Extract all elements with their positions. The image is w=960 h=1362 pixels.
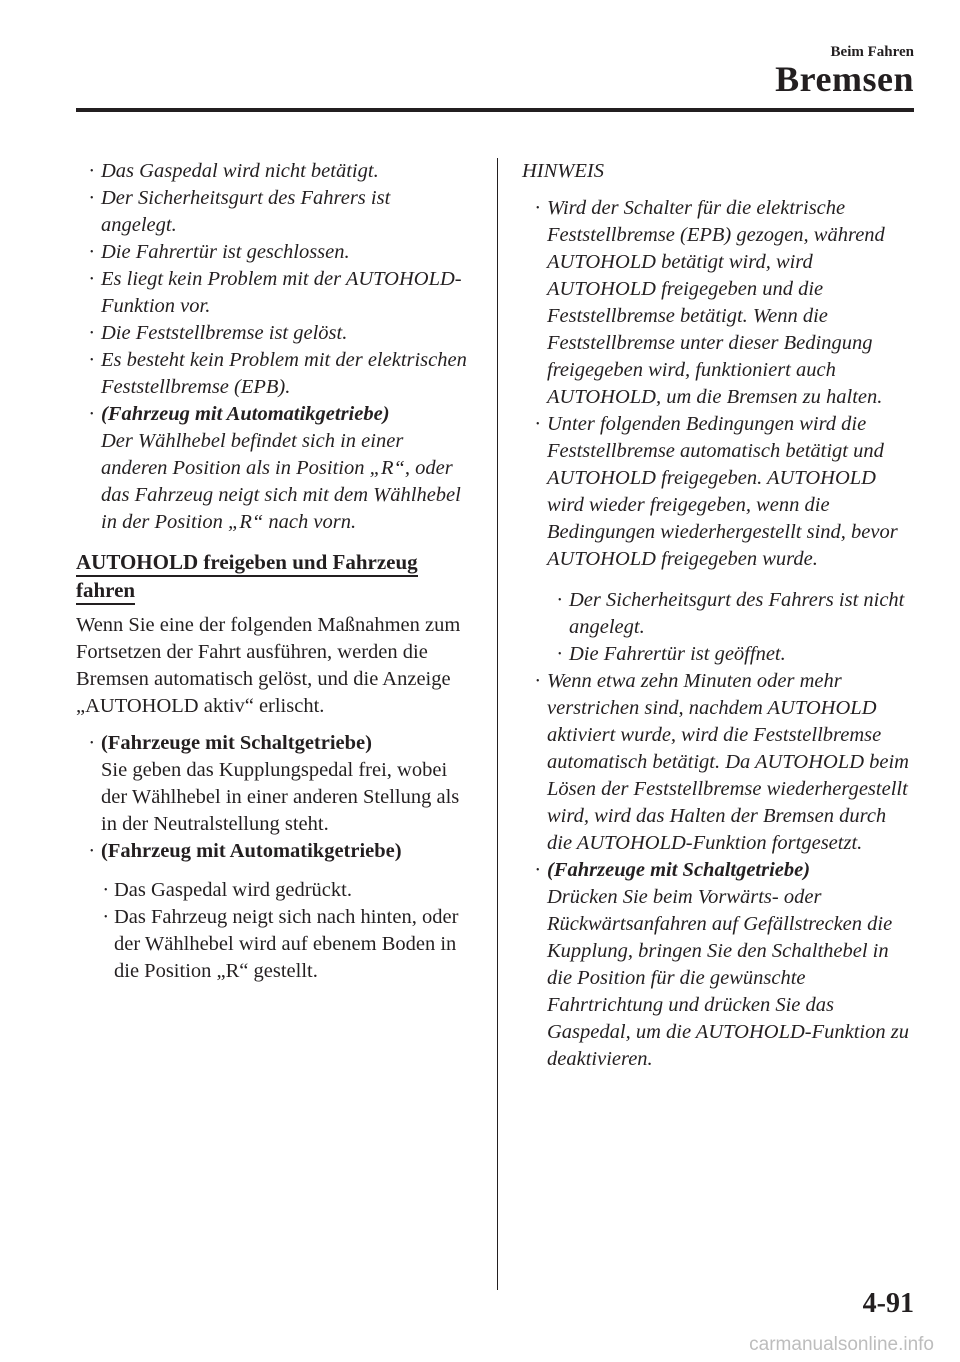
section-label: Beim Fahren [830,44,914,60]
condition-item: • Es besteht kein Problem mit der elektrischen Feststellbremse (EPB). [76,347,468,401]
automatic-text: Der Wählhebel befindet sich in einer anderen Position als in Position „R“, oder das Fahrzeug neigt sich mit dem Wählhebel in der Position „R“ nach vorn. [101,430,461,533]
automatic-condition [76,401,468,536]
note-title: HINWEIS [522,160,604,182]
note-item: • Wird der Schalter für die elektrische Feststellbremse (EPB) gezogen, während AUTOHOLD betätigt wird, wird AUTOHOLD freigegeben und die Feststellbremse betätigt. Wenn die Feststellbremse unter dieser Bedingung freigegeben wird, funktioniert auch AUTOHOLD, um die Bremsen zu halten. [522,195,916,411]
note-item [522,857,916,1073]
header-rule [76,108,914,112]
note-subitem: • Die Fahrertür ist geöffnet. [522,641,916,668]
watermark: carmanualsonline.info [749,1334,934,1355]
column-divider [497,158,498,1290]
note4-text: Drücken Sie beim Vorwärts- oder Rückwärtsanfahren auf Gefällstrecken die Kupplung, bringen Sie den Schalthebel in die Position für die gewünschte Fahrtrichtung und drücken Sie das Gaspedal, um die AUTOHOLD-Funktion zu deaktivieren. [547,886,909,1070]
section-intro: Wenn Sie eine der folgenden Maßnahmen zum Fortsetzen der Fahrt ausführen, werden die Bremsen automatisch gelöst, und die Anzeige „AUTOHOLD aktiv“ erlischt. [76,614,461,717]
note-column [522,158,916,1073]
automatic2-label: • (Fahrzeug mit Automatikgetriebe) [101,840,402,862]
condition-item: • Die Feststellbremse ist gelöst. [76,320,468,347]
page-number: 4-91 [862,1288,914,1319]
condition-item: • Das Gaspedal wird nicht betätigt. [76,158,468,185]
section-heading: AUTOHOLD freigeben und Fahrzeug fahren [76,548,468,604]
condition-item: • Die Fahrertür ist geschlossen. [76,239,468,266]
automatic-release-subitem: • Das Fahrzeug neigt sich nach hinten, oder der Wählhebel wird auf ebenem Boden in die Position „R“ gestellt. [76,904,468,985]
condition-item: • Es liegt kein Problem mit der AUTOHOLD-Funktion vor. [76,266,468,320]
manual-text: Sie geben das Kupplungspedal frei, wobei der Wählhebel in einer anderen Stellung als in der Neutralstellung steht. [101,759,460,835]
manual-release-item [76,730,468,838]
left-column [76,158,468,985]
condition-item: • Der Sicherheitsgurt des Fahrers ist angelegt. [76,185,468,239]
page-title: Bremsen [775,59,914,99]
automatic-release-item [76,838,468,865]
automatic-release-subitem: • Das Gaspedal wird gedrückt. [76,877,468,904]
manual-label: • (Fahrzeuge mit Schaltgetriebe) [101,732,372,754]
note-subitem: • Der Sicherheitsgurt des Fahrers ist nicht angelegt. [522,587,916,641]
automatic-label: • (Fahrzeug mit Automatikgetriebe) [101,403,390,425]
note-item: • Wenn etwa zehn Minuten oder mehr verstrichen sind, nachdem AUTOHOLD aktiviert wurde, wird die Feststellbremse automatisch betätigt. Da AUTOHOLD beim Lösen der Feststellbremse wiederhergestellt wird, wird das Halten der Bremsen durch die AUTOHOLD-Funktion fortgesetzt. [522,668,916,857]
note-item: • Unter folgenden Bedingungen wird die Feststellbremse automatisch betätigt und AUTOHOLD freigegeben. AUTOHOLD wird wieder freigegeben, wenn die Bedingungen wiederhergestellt sind, bevor AUTOHOLD freigegeben wurde. [522,411,916,573]
note4-label: • (Fahrzeuge mit Schaltgetriebe) [547,859,811,881]
